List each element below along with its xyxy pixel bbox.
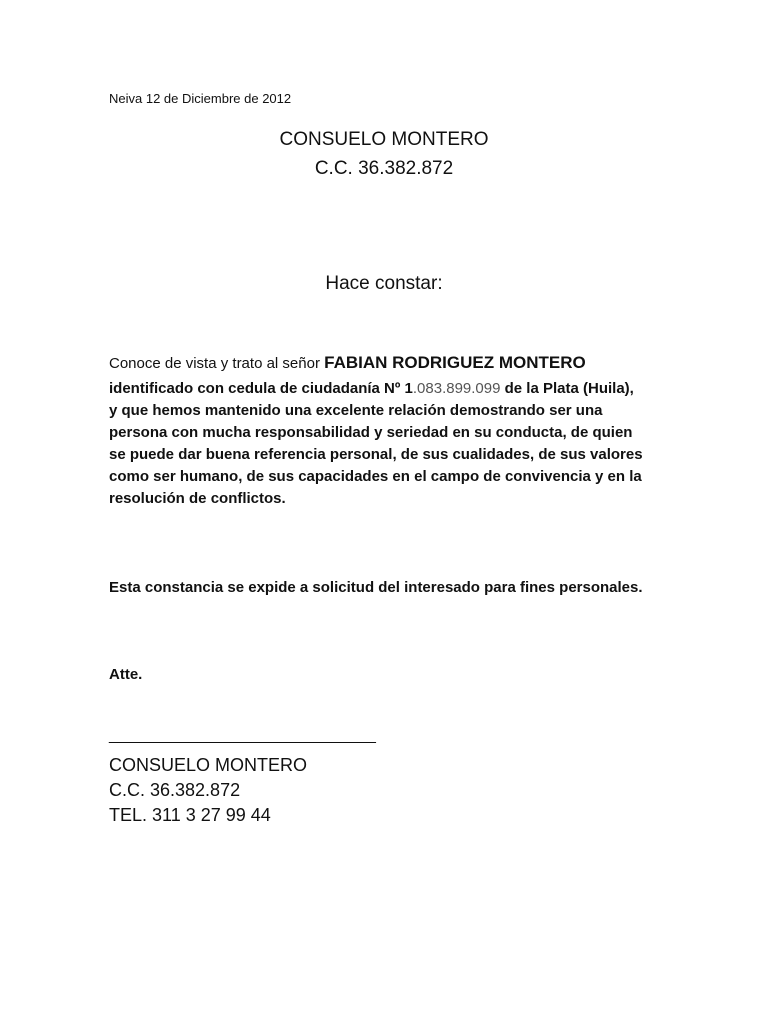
- signature-id: C.C. 36.382.872: [109, 780, 241, 800]
- paragraph-line-2b: de la Plata (Huila),: [500, 380, 634, 397]
- paragraph-intro: Conoce de vista y trato al señor: [109, 355, 325, 372]
- paragraph-line-2: [109, 380, 634, 397]
- paragraph-line-1: [109, 353, 586, 373]
- paragraph-line-3: y que hemos mantenido una excelente relación demostrando ser una: [109, 402, 603, 419]
- subtitle: Hace constar:: [325, 273, 443, 294]
- person-name: FABIAN RODRIGUEZ MONTERO: [324, 353, 586, 372]
- statement: Esta constancia se expide a solicitud del interesado para fines personales.: [109, 579, 643, 596]
- signature-phone: TEL. 311 3 27 99 44: [109, 805, 271, 825]
- paragraph-line-6: como ser humano, de sus capacidades en el campo de convivencia y en la: [109, 468, 642, 485]
- signature-line: ______________________________: [109, 727, 376, 744]
- header-name: CONSUELO MONTERO: [279, 129, 489, 150]
- person-id-number: .083.899.099: [412, 380, 501, 397]
- paragraph-line-5: se puede dar buena referencia personal, de sus cualidades, de sus valores: [109, 446, 643, 463]
- signature-name: CONSUELO MONTERO: [109, 755, 308, 775]
- paragraph-line-7: resolución de conflictos.: [109, 490, 286, 507]
- paragraph-line-2a: identificado con cedula de ciudadanía Nº 1: [109, 380, 413, 397]
- date-line: Neiva 12 de Diciembre de 2012: [109, 91, 292, 106]
- header-id: C.C. 36.382.872: [314, 158, 454, 179]
- closing: Atte.: [109, 666, 143, 683]
- paragraph-line-4: persona con mucha responsabilidad y seriedad en su conducta, de quien: [109, 424, 633, 441]
